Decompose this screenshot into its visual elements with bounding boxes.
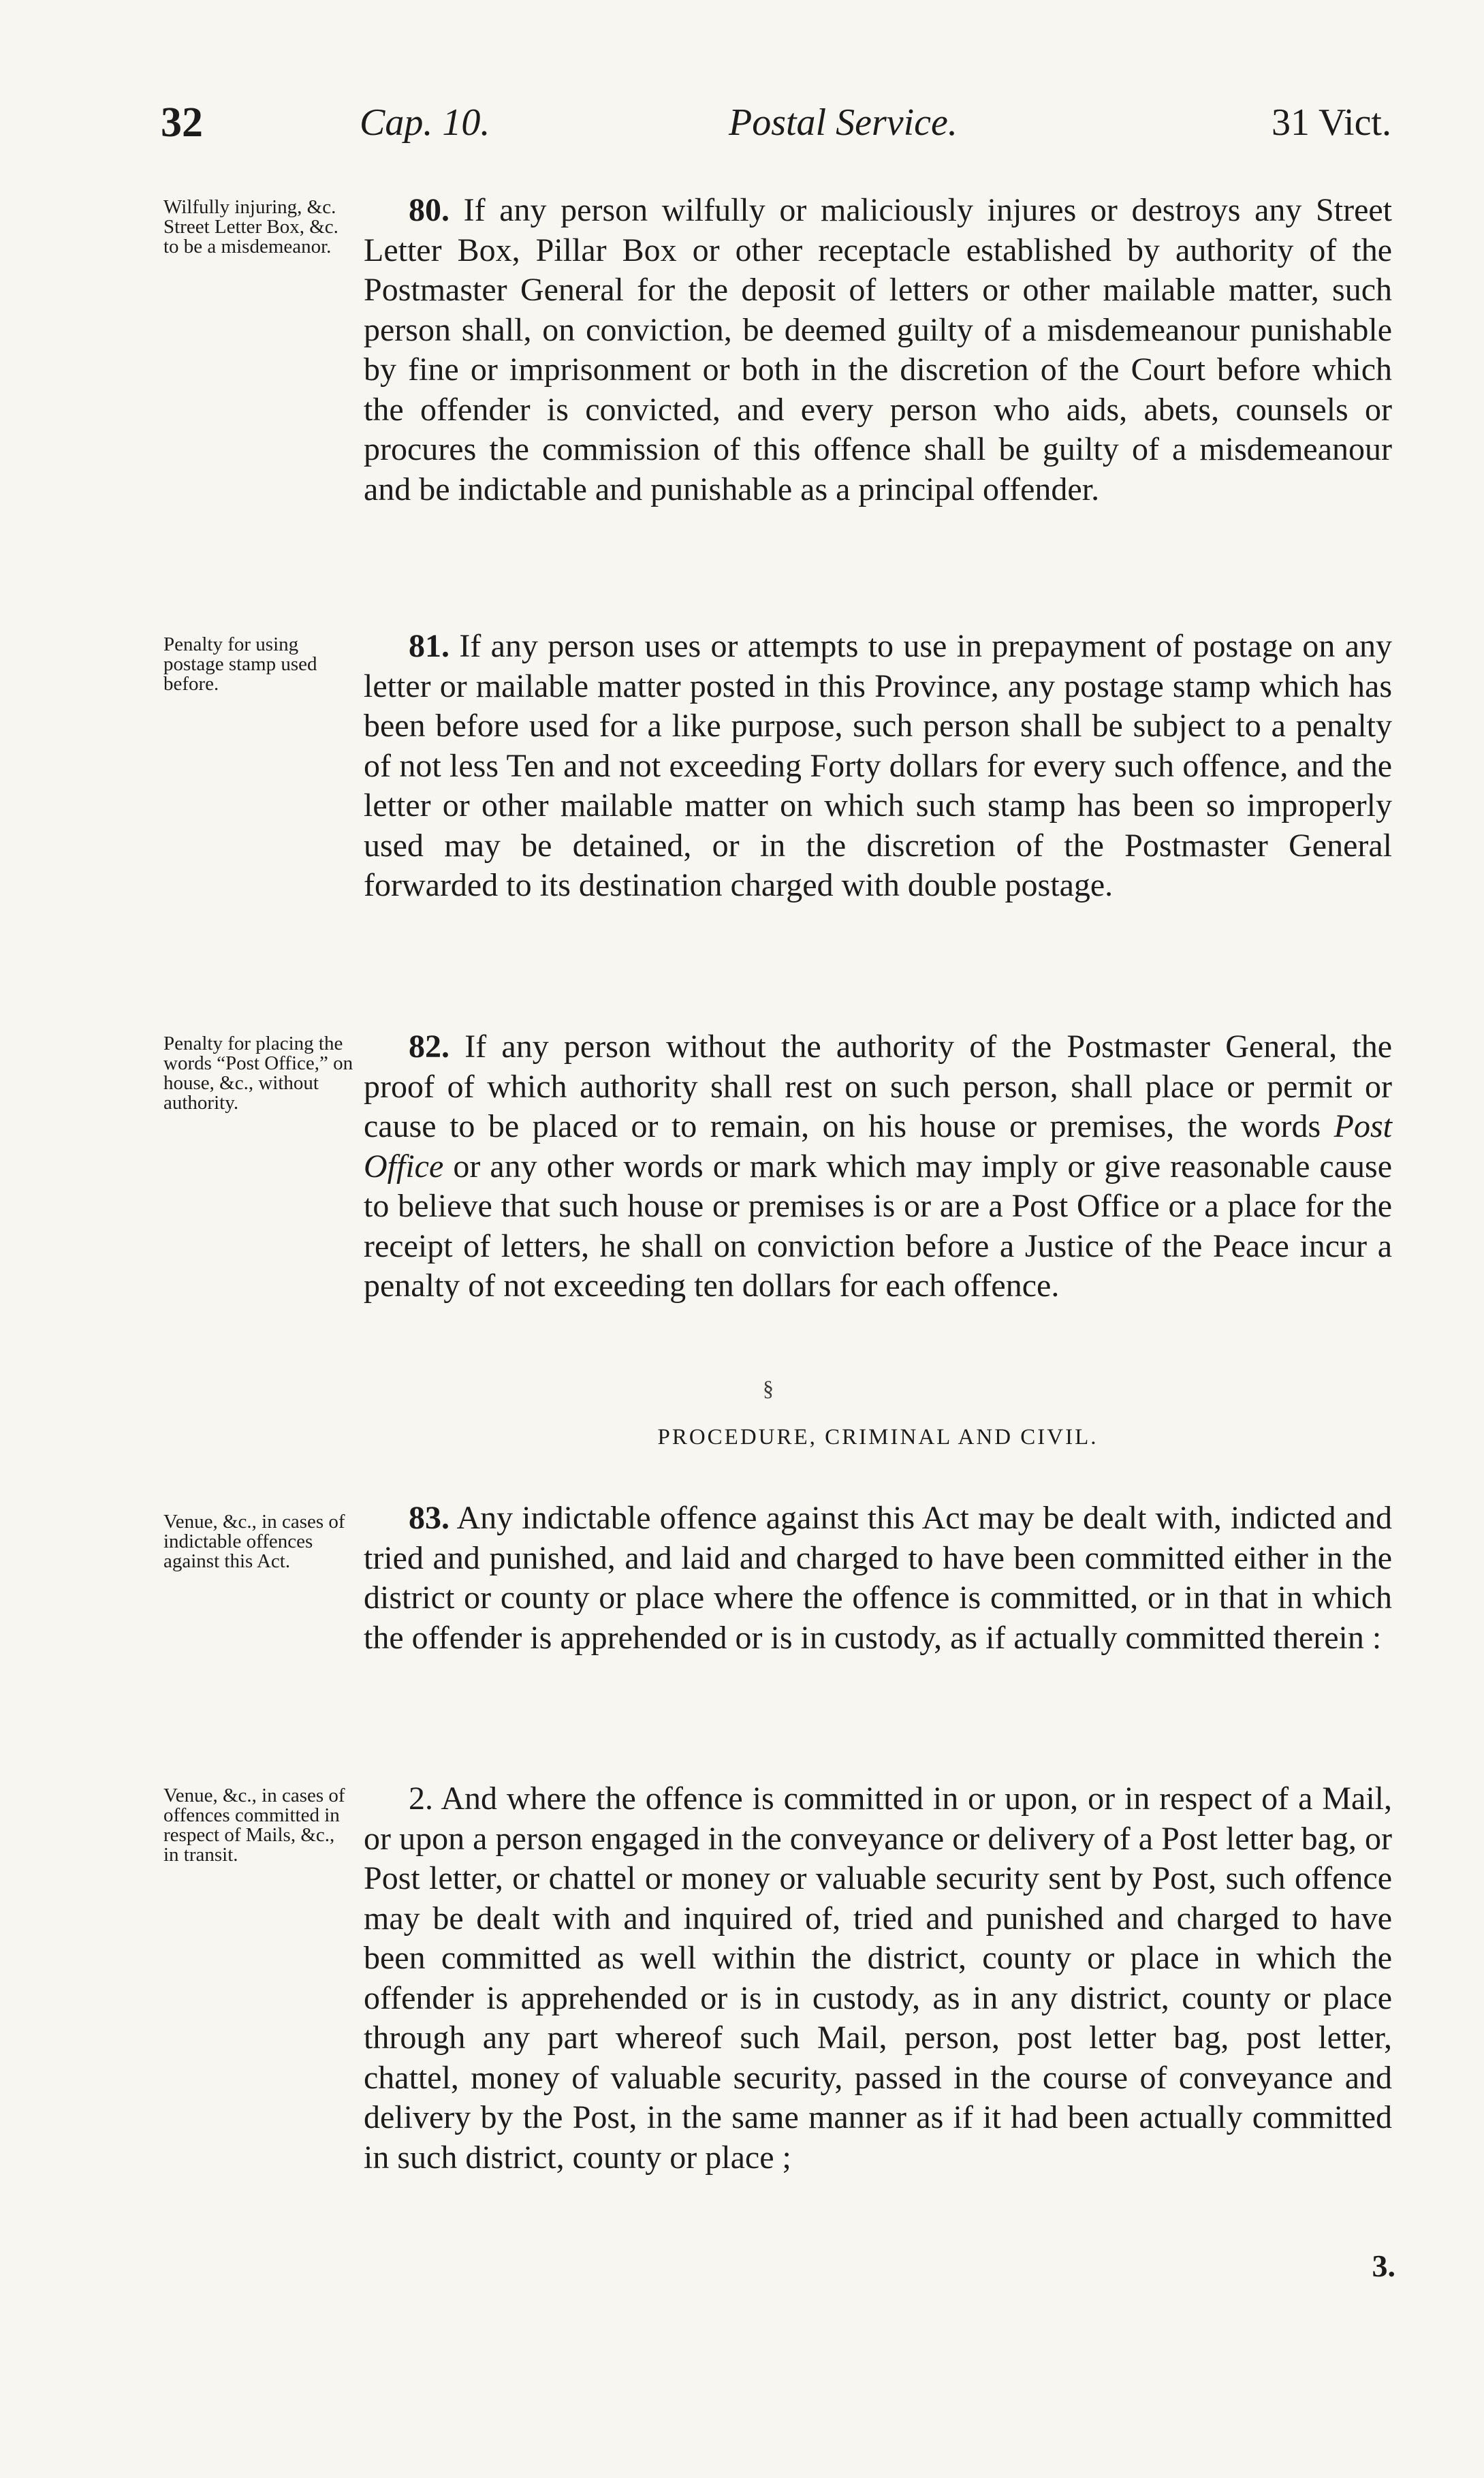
procedure-heading: PROCEDURE, CRIMINAL AND CIVIL. <box>657 1425 1099 1449</box>
section-mark: § <box>763 1376 774 1400</box>
page-number: 32 <box>161 99 203 146</box>
section-83-text: Any indictable offence against this Act may be dealt with, indicted and tried and punished, and laid and charged to have been committed either in the district or county or place where the offence is committed, or in that in which the offender is apprehended or is in custody, as if actually committed therein : <box>364 1500 1393 1656</box>
section-81 <box>364 627 1392 906</box>
section-80-number: 80. <box>409 192 449 228</box>
section-82 <box>364 1027 1392 1306</box>
sidenote-80: Wilfully injuring, &c. Street Letter Box, &c. to be a misdemeanor. <box>163 196 338 257</box>
section-83-2-text: And where the offence is committed in or upon, or in respect of a Mail, or upon a person engaged in the conveyance or delivery of a Post letter bag, or Post letter, or chattel or money or valuable security sent by Post, such offence may be dealt with and inquired of, tried and punished and charged to have been committed as well within the district, county or place in which the offender is apprehended or is in custody, as in any district, county or place through any part whereof such Mail, person, post letter bag, post letter, chattel, money of valuable security, passed in the course of conveyance and delivery by the Post, in the same manner as if it had been actually committed in such district, county or place ; <box>364 1781 1392 2176</box>
section-81-text: If any person uses or attempts to use in prepayment of postage on any letter or mailable matter posted in this Province, any postage stamp which has been before used for a like purpose, such person shall be subject to a penalty of not less Ten and not exceeding Forty dollars for every such offence, and the letter or other mailable matter on which such stamp has been so improperly used may be detained, or in the discretion of the Postmaster General forwarded to its destination charged with double postage. <box>364 628 1392 903</box>
section-82-text-after: or any other words or mark which may imply or give reasonable cause to believe that such house or premises is or are a Post Office or a place for the receipt of letters, he shall on conviction before a Justice of the Peace incur a penalty of not exceeding ten dollars for each offence. <box>364 1148 1393 1304</box>
sidenote-81: Penalty for using postage stamp used before. <box>163 633 317 695</box>
section-83 <box>364 1499 1392 1658</box>
chapter-label: Cap. 10. <box>360 101 490 144</box>
section-80-text: If any person wilfully or maliciously injures or destroys any Street Letter Box, Pillar Box or other receptacle established by authority of the Postmaster General for the deposit of letters or other mailable matter, such person shall, on conviction, be deemed guilty of a misdemeanour punishable by fine or imprisonment or both in the discretion of the Court before which the offender is convicted, and every person who aids, abets, counsels or procures the commission of this offence shall be guilty of a misdemeanour and be indictable and punishable as a principal offender. <box>364 192 1393 507</box>
section-81-number: 81. <box>409 628 449 664</box>
sidenote-82: Penalty for placing the words “Post Office,” on house, &c., without authority. <box>163 1033 353 1114</box>
section-82-number: 82. <box>409 1029 449 1065</box>
running-title: Postal Service. <box>729 101 958 144</box>
regnal-year: 31 Vict. <box>1271 101 1391 144</box>
section-82-text-before: If any person without the authority of the Postmaster General, the proof of which authority shall rest on such person, shall place or permit or cause to be placed or to remain, on his house or premises, the words <box>364 1029 1393 1144</box>
section-80 <box>364 191 1392 509</box>
sidenote-83: Venue, &c., in cases of indictable offences against this Act. <box>163 1511 345 1572</box>
section-83-2-number: 2. <box>409 1781 433 1817</box>
section-82-emphasis: Post Office <box>364 1108 1392 1185</box>
section-83-number: 83. <box>409 1500 449 1536</box>
section-83-2 <box>364 1779 1392 2178</box>
sidenote-83-2: Venue, &c., in cases of offences committed in respect of Mails, &c., in transit. <box>163 1785 345 1866</box>
catchword: 3. <box>1372 2248 1395 2283</box>
